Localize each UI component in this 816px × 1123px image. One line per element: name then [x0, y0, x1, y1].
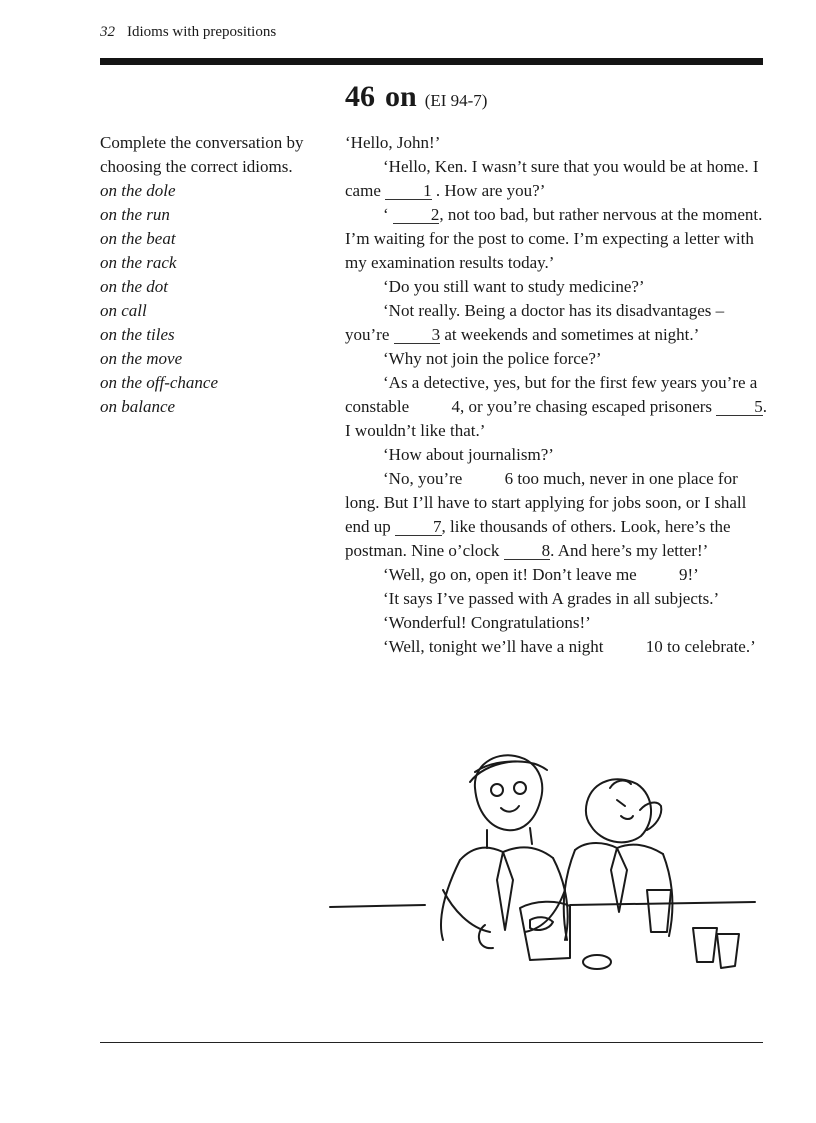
man-two-glass — [647, 890, 671, 932]
dialogue-paragraph: ‘Wonderful! Congratulations!’ — [383, 613, 591, 632]
dialogue-paragraph — [345, 467, 770, 563]
idiom-item: on the rack — [100, 253, 177, 272]
dialogue-text: ‘Well, tonight we’ll have a night — [383, 637, 604, 656]
idiom-item: on the run — [100, 205, 170, 224]
dialogue-paragraph: ‘Do you still want to study medicine?’ — [383, 277, 645, 296]
dialogue-text: ‘Not really. Being a doctor has its disadvantages – you’re — [345, 301, 725, 344]
idiom-item: on the move — [100, 349, 183, 368]
idiom-item: on the dot — [100, 277, 168, 296]
exercise-title — [345, 80, 487, 114]
idiom-item: on balance — [100, 397, 176, 416]
glass-two — [717, 934, 739, 968]
dialogue-paragraph — [345, 203, 770, 275]
man-one-tie — [497, 852, 513, 930]
man-two-tie — [611, 848, 627, 912]
dialogue-text: . How are you?’ — [435, 181, 546, 200]
dialogue-paragraph — [345, 299, 770, 347]
man-one-eye-left — [491, 784, 503, 796]
cartoon-illustration — [325, 740, 765, 975]
blank-4[interactable]: 4 — [451, 397, 460, 416]
dialogue-text: !’ — [687, 565, 699, 584]
instruction-line: Complete the conversation by — [100, 133, 304, 152]
dialogue-paragraph: ‘It says I’ve passed with A grades in all subjects.’ — [383, 589, 720, 608]
blank-5[interactable]: 5 — [716, 398, 763, 416]
exercise-preposition: on — [385, 80, 417, 113]
dialogue-text: ‘As a detective, yes, but for the first few years you’re a constable — [345, 373, 758, 416]
idiom-item: on call — [100, 301, 147, 320]
blank-9[interactable]: 9 — [678, 565, 688, 584]
footer-rule — [100, 1042, 763, 1043]
blank-1[interactable]: 1 — [385, 182, 432, 200]
idiom-item: on the beat — [100, 229, 176, 248]
ashtray — [583, 955, 611, 969]
dialogue-paragraph: ‘Why not join the police force?’ — [383, 349, 602, 368]
dialogue-text: . And here’s my letter!’ — [550, 541, 709, 560]
dialogue-paragraph — [345, 563, 770, 587]
dialogue-text: , like thousands of others. Look, here’s the postman. Nine o’clock — [345, 517, 731, 560]
dialogue-text: too much, never in one place for long. But I’ll have to start applying for jobs soon, or I shall end up — [345, 469, 747, 536]
exercise-number: 46 — [345, 80, 375, 113]
dialogue-paragraph — [345, 155, 770, 203]
dialogue-text: ‘Well, go on, open it! Don’t leave me — [383, 565, 637, 584]
dialogue-text: ‘Hello, Ken. I wasn’t sure that you would be at home. I came — [345, 157, 759, 200]
dialogue-paragraph — [345, 635, 770, 659]
dialogue-paragraph: ‘Hello, John!’ — [345, 133, 441, 152]
blank-10[interactable]: 10 — [645, 637, 663, 656]
dialogue-paragraph — [345, 371, 770, 443]
man-one-mouth — [501, 806, 519, 812]
conversation-text — [345, 131, 770, 659]
section-title: Idioms with prepositions — [127, 24, 277, 40]
man-one-eye-right — [514, 782, 526, 794]
idiom-item: on the off-chance — [100, 373, 219, 392]
man-one-hair — [470, 761, 547, 782]
dialogue-text: at weekends and sometimes at night.’ — [444, 325, 700, 344]
blank-2[interactable]: 2 — [393, 206, 440, 224]
page-number: 32 — [100, 24, 115, 40]
dialogue-text: , or you’re chasing escaped prisoners — [459, 397, 713, 416]
dialogue-text: ‘ — [383, 205, 389, 224]
man-two-face — [610, 781, 633, 819]
man-one-collar — [460, 847, 553, 860]
man-two-head — [586, 779, 651, 842]
mug-hand — [479, 925, 493, 948]
dialogue-text: to celebrate.’ — [667, 637, 756, 656]
dialogue-text: , not too bad, but rather nervous at the moment. I’m waiting for the post to come. I’m expecting a letter with my examination results today.’ — [345, 205, 763, 272]
blank-7[interactable]: 7 — [395, 518, 442, 536]
page-header — [100, 24, 276, 41]
dialogue-text: . I wouldn’t like that.’ — [345, 397, 768, 440]
man-two-torso — [564, 850, 673, 940]
idiom-item: on the tiles — [100, 325, 175, 344]
idiom-item: on the dole — [100, 181, 176, 200]
blank-8[interactable]: 8 — [504, 542, 551, 560]
header-rule — [100, 58, 763, 65]
exercise-reference: (EI 94-7) — [424, 91, 488, 110]
instruction-line: choosing the correct idioms. — [100, 157, 293, 176]
dialogue-text: ‘No, you’re — [383, 469, 463, 488]
dialogue-paragraph: ‘How about journalism?’ — [383, 445, 554, 464]
blank-3[interactable]: 3 — [394, 326, 441, 344]
glass-one — [693, 928, 717, 962]
blank-6[interactable]: 6 — [504, 469, 514, 488]
idiom-column — [100, 131, 330, 419]
